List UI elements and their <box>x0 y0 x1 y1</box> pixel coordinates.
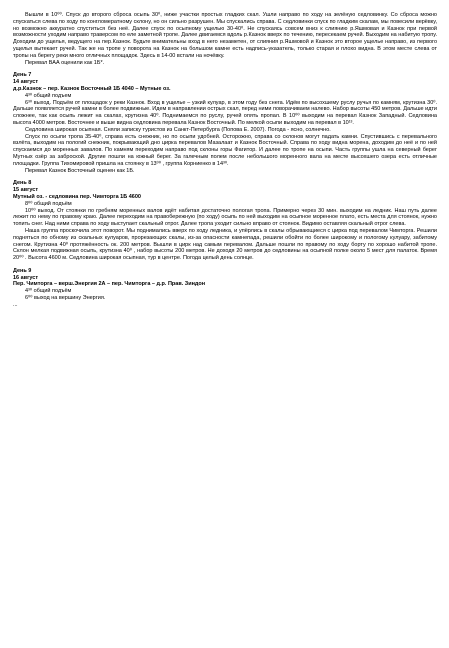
day9-start: 6⁰⁰ выход на вершину Энергия. <box>25 295 106 302</box>
day9-route: Пер. Чимторга – верш.Энергия 2А – пер. Чимторга – д.р. Прав. Зиндон <box>13 281 206 288</box>
day7-date: 14 август <box>13 79 39 86</box>
day9-date: 16 август <box>13 274 39 281</box>
day7-rise: 4³⁰ общий подъем <box>25 92 72 99</box>
day8-paragraph-2: Наша группа проскочила этот поворот. Мы поднимались вверх по ходу ледника, и упёрлись в скалы обрывающиеся с цирка под перевалом Чимторга. Решили подняться по обному из скальных кулуаров, прорезающих скалы, из-за опасности камнепада, решили обойти по более широкому и пологому кулуару, забитому снегом. Крутизна 40⁰ протяжённость ок. 200 метров. Вышли в цирк над самым перевалом. Дальше пошли по правому по ходу борту по хорошо набитой тропе. Склон мелкая подвижная осыпь, крутизна 40⁰ , набор высоты 200 метров. Не доходя 20 метров до седловины на осыпной полке около 5 мест для палаток. Время 20⁰⁰ . Высота 4600 м. Седловина широкая осыпная, тур в центре. Погода целый день солнце. <box>13 227 437 262</box>
day8-heading: День 8 <box>13 180 32 187</box>
day7-rating: Перевал Казнок Восточный оценен как 1Б. <box>25 167 135 174</box>
day7-paragraph-2: Седловина широкая осыпная. Сняли записку туристов из Санкт-Петербурга (Попова Е. 2007). Погода - ясно, солнечно. <box>25 126 331 133</box>
document-body <box>13 12 437 309</box>
day7-paragraph-1: 6³⁰ выход. Подъём от площадок у реки Казнок. Вход в ущелье – узкий кулуар, в этом году без снега. Идём по высохшему руслу ручья по камням, крутизна 30⁰. Дальше появляется ручей камни в более подвижные. Идем в направлении острых скал, перед ними поворачиваем налево. Набор высоты 450 метров. Дальше идти сложнее, так как осыпь лежит на скалах, крутизна 40⁰. Поднимаемся по руслу, ручей опять пропал. В 10⁰⁰ выходим на перевал Казнок Западный. Седловина высота 4000 метров. Восточнее и выше видна седловина перевала Казнок Восточный. По мелкой осыпи выходим на перевал в 10¹³. <box>13 99 437 126</box>
day8-route: Мутный оз. - седловина пер. Чимторга 1Б 4600 <box>13 193 141 200</box>
day8-date: 15 август <box>13 187 39 194</box>
day7-route: д.р.Казнок – пер. Казнок Восточный 1Б 4040 – Мутные оз. <box>13 85 171 92</box>
day9-rise: 4³⁰ общий подъём <box>25 288 72 295</box>
continuation-ellipsis: ... <box>13 301 18 308</box>
day9-heading: День 9 <box>13 267 32 274</box>
intro-rating: Перевал ВАА оценили как 1Б*. <box>25 59 105 66</box>
day8-paragraph-1: 10⁰⁰ выход. От стоянки по гребням моренных валов идёт набитая достаточно пологая тропа. Примерно через 30 мин. выходим на ледник. Наш путь далее лежит по нему по правому краю. Далее переходим на правобережную (по ходу) осыпь по ней выходим на осыпное моренное плато, есть места для стоянок, нужно топить снег. Над ними справа по ходу выступает скальный отрог. Далее тропа уходит сильно вправо от стоянок. Видимо оставляя скальный отрог слева. <box>13 207 437 228</box>
day8-rise: 8⁰⁰ общий подъём <box>25 200 72 207</box>
day7-paragraph-3: Спуск по осыпи тропа 35-40⁰, справа есть снежник, но по осыпи удобней. Осторожно, справа со склонов могут падать камни. Спустившись с перевального взлёта, выходим на пологий снежник, покрывающий дно цирка перевалов Мазалаат и Казнок Восточный. Справа по ходу видна морена, доходим до неё и по ней спускаемся до моренных завалов. По камням переходим направо под склоны горы Фагитор. И далее по тропе на осыпи. Часть группы ушла на северный берег Мутных озёр за заброской. Другие пошли на южный берег. За галечным полем после небольшого моренного вала на месте высохшего озера есть отличные площадки. Группа Тихомировой пришла на стоянку в 13⁰⁰ , группа Корниенко в 14³⁰. <box>13 133 437 167</box>
intro-paragraph: Вышли в 10⁰⁰. Спуск до второго сброса осыпь 30⁰, ниже участки простых гладких скал. Ушли направо по ходу на зелёную седловинку. Со сброса можно спускаться слева по ходу по конгломератному склону, но он сильно разрушен. Мы спускались справа. С седловинки спуск по гладким скалам, мы повесили верёвку, но возможно аккуратно спуститься без неё. Далее спуск по осыпному ущелью 30-40⁰. Не спускаясь совсем вниз к слиянию р.Яшмовая и Казнок при первой возможности уходим направо траверсом по еле заметной тропе. Далее двигаемся вдоль р.Казнок вверх по течению, пересекаем ручей. Выходим на набитую тропу. Доходим до ущелья, ведущего на пер.Казнок. Будьте внимательны вход в него незаметен, от слияния р.Яшмовой и Казнок это второе ущелье направо, из первого ущелья вытекает ручей. Так же на тропе у поворота на Казнок на большом камне есть надпись-указатель, только старая и плохо видна. В этом месте слева от тропы на берегу реки много отличных площадок. Здесь в 14-00 встали на ночёвку. <box>13 12 437 59</box>
day7-heading: День 7 <box>13 72 32 79</box>
